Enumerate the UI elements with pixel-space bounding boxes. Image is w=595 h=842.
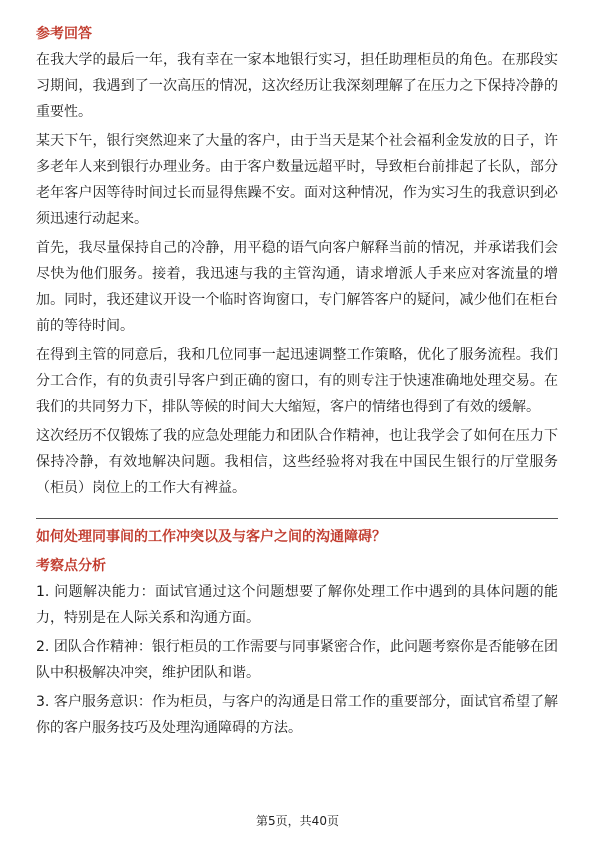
section-divider <box>36 518 558 519</box>
document-body <box>36 24 558 744</box>
page-number: 第5页，共40页 <box>256 814 339 828</box>
answer-paragraph-4: 在得到主管的同意后，我和几位同事一起迅速调整工作策略，优化了服务流程。我们分工合作，有的负责引导客户到正确的窗口，有的则专注于快速准确地处理交易。在我们的共同努力下，排队等候的时间大大缩短，客户的情绪也得到了有效的缓解。 <box>36 347 558 415</box>
analysis-point-3: 3. 客户服务意识：作为柜员，与客户的沟通是日常工作的重要部分，面试官希望了解你的客户服务技巧及处理沟通障碍的方法。 <box>36 694 558 736</box>
answer-paragraph-2: 某天下午，银行突然迎来了大量的客户，由于当天是某个社会福利金发放的日子，许多老年人来到银行办理业务。由于客户数量远超平时，导致柜台前排起了长队，部分老年客户因等待时间过长而显得焦躁不安。面对这种情况，作为实习生的我意识到必须迅速行动起来。 <box>36 133 558 227</box>
analysis-point-2: 2. 团队合作精神：银行柜员的工作需要与同事紧密合作，此问题考察你是否能够在团队中积极解决冲突，维护团队和谐。 <box>36 639 558 681</box>
interview-question: 如何处理同事间的工作冲突以及与客户之间的沟通障碍？ <box>36 529 386 545</box>
analysis-point-1: 1. 问题解决能力：面试官通过这个问题想要了解你处理工作中遇到的具体问题的能力，特别是在人际关系和沟通方面。 <box>36 584 558 626</box>
answer-heading: 参考回答 <box>36 26 92 42</box>
analysis-heading: 考察点分析 <box>36 558 106 574</box>
answer-paragraph-5: 这次经历不仅锻炼了我的应急处理能力和团队合作精神，也让我学会了如何在压力下保持冷静，有效地解决问题。我相信，这些经验将对我在中国民生银行的厅堂服务（柜员）岗位上的工作大有裨益。 <box>36 428 558 496</box>
answer-paragraph-1: 在我大学的最后一年，我有幸在一家本地银行实习，担任助理柜员的角色。在那段实习期间，我遇到了一次高压的情况，这次经历让我深刻理解了在压力之下保持冷静的重要性。 <box>36 52 558 120</box>
answer-paragraph-3: 首先，我尽量保持自己的冷静，用平稳的语气向客户解释当前的情况，并承诺我们会尽快为他们服务。接着，我迅速与我的主管沟通，请求增派人手来应对客流量的增加。同时，我还建议开设一个临时咨询窗口，专门解答客户的疑问，减少他们在柜台前的等待时间。 <box>36 240 558 334</box>
